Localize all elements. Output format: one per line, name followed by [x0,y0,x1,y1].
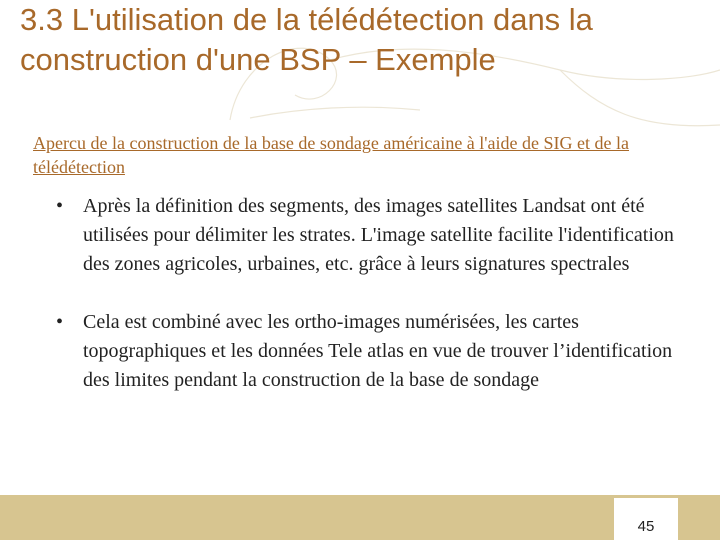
bullet-item [56,308,686,395]
bullet-icon: • [56,195,64,217]
slide-subtitle: Apercu de la construction de la base de sondage américaine à l'aide de SIG et de la télédétection [33,133,629,177]
bullet-item [56,192,686,279]
bullet-list [56,192,686,395]
footer-bar [0,495,720,540]
page-number-box [614,498,678,540]
bullet-text: Après la définition des segments, des images satellites Landsat ont été utilisées pour délimiter les strates. L'image satellite facilite l'identification des zones agricoles, urbaines, etc. grâce à leurs signatures spectrales [83,195,674,275]
bullet-icon: • [56,311,64,333]
slide-title: 3.3 L'utilisation de la télédétection dans la construction d'une BSP – Exemple [20,2,593,77]
page-number: 45 [637,518,655,535]
ornament-curve [250,107,420,118]
bullet-text: Cela est combiné avec les ortho-images numérisées, les cartes topographiques et les données Tele atlas en vue de trouver l’identification des limites pendant la construction de la base de sondage [83,311,673,391]
